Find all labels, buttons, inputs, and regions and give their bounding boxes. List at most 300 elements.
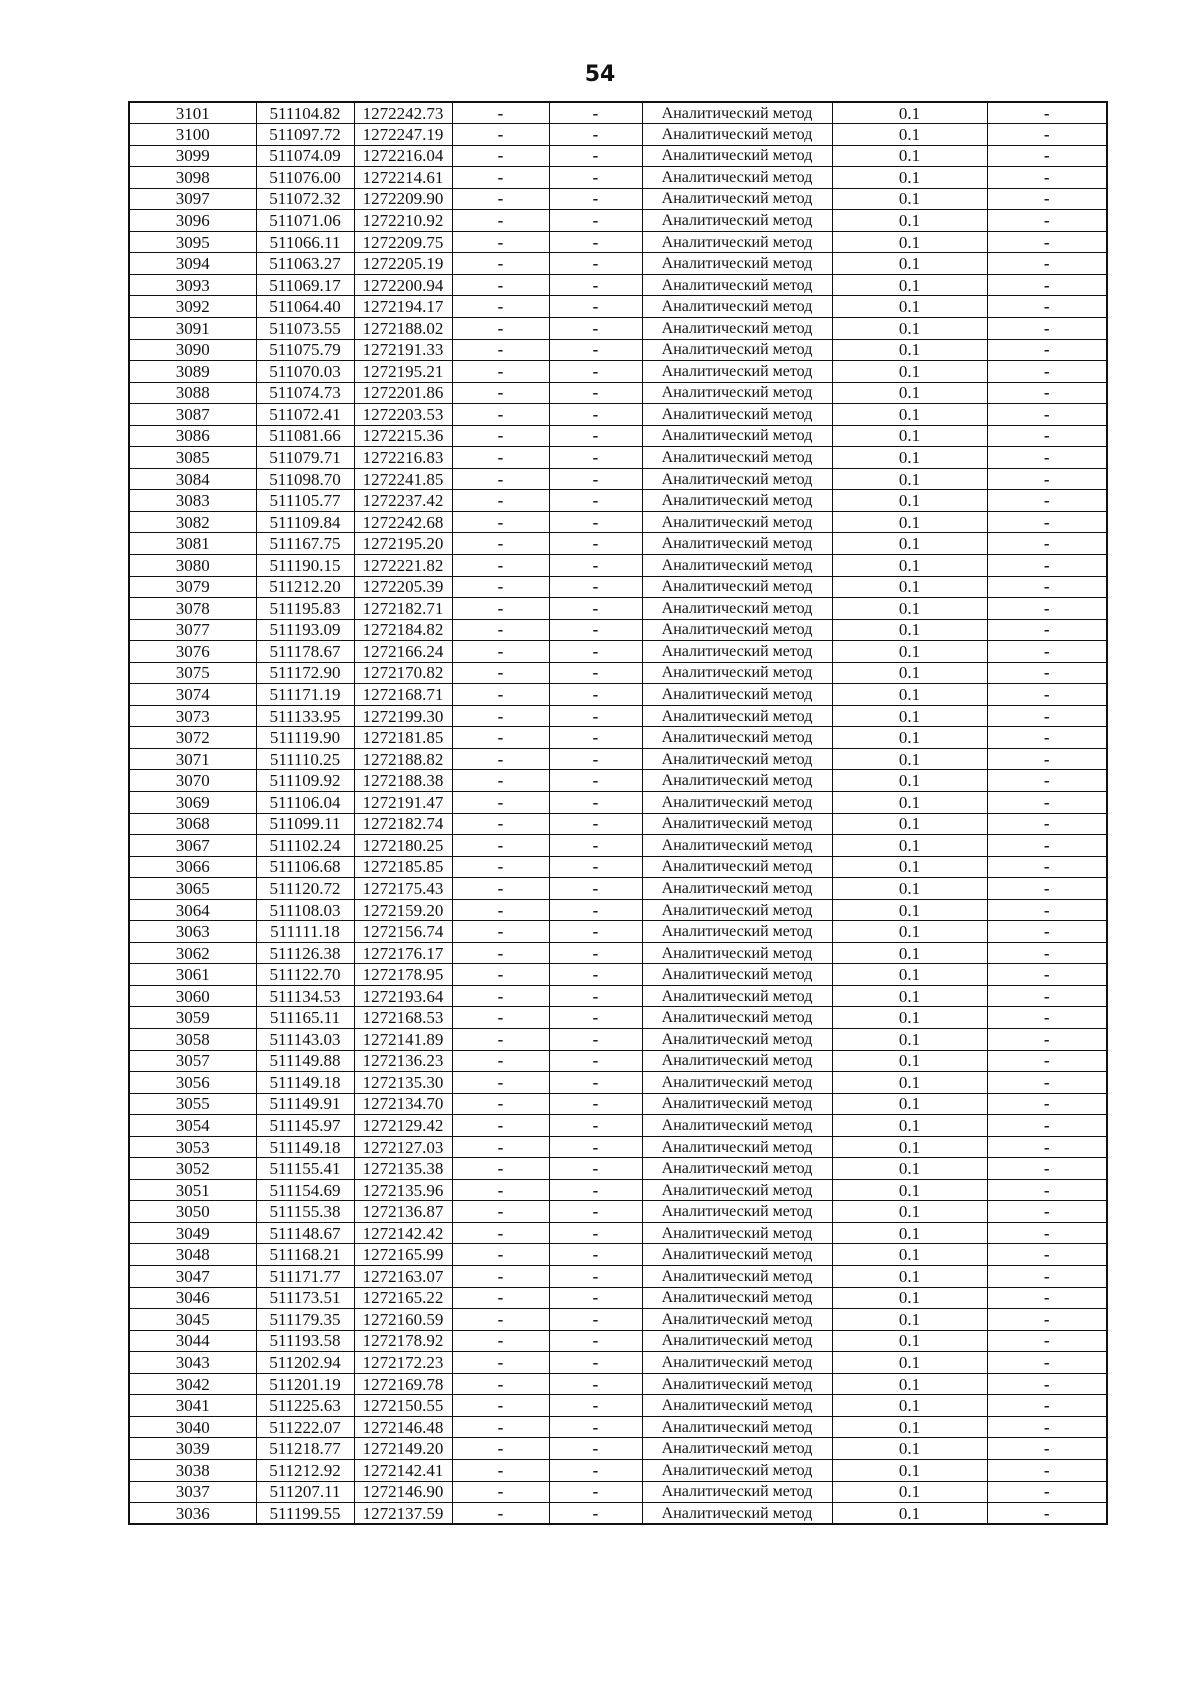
table-row <box>129 1093 1107 1115</box>
method-cell: Аналитический метод <box>642 1373 832 1395</box>
empty-dash-cell: - <box>452 1201 549 1223</box>
empty-dash-cell: - <box>549 1481 642 1503</box>
point-number-cell: 3042 <box>129 1373 256 1395</box>
empty-dash-cell: - <box>452 468 549 490</box>
empty-dash-cell: - <box>549 662 642 684</box>
x-coordinate-cell: 511105.77 <box>256 490 354 512</box>
point-number-cell: 3082 <box>129 511 256 533</box>
y-coordinate-cell: 1272241.85 <box>354 468 452 490</box>
method-cell: Аналитический метод <box>642 662 832 684</box>
empty-dash-cell: - <box>549 1352 642 1374</box>
empty-dash-cell: - <box>549 382 642 404</box>
empty-dash-cell: - <box>549 253 642 275</box>
point-number-cell: 3096 <box>129 210 256 232</box>
y-coordinate-cell: 1272242.68 <box>354 511 452 533</box>
empty-dash-cell: - <box>452 856 549 878</box>
x-coordinate-cell: 511106.68 <box>256 856 354 878</box>
x-coordinate-cell: 511064.40 <box>256 296 354 318</box>
empty-dash-cell: - <box>452 1330 549 1352</box>
x-coordinate-cell: 511072.32 <box>256 188 354 210</box>
method-cell: Аналитический метод <box>642 619 832 641</box>
point-number-cell: 3076 <box>129 641 256 663</box>
table-row <box>129 1330 1107 1352</box>
point-number-cell: 3065 <box>129 878 256 900</box>
accuracy-cell: 0.1 <box>832 1459 987 1481</box>
y-coordinate-cell: 1272146.90 <box>354 1481 452 1503</box>
table-row <box>129 921 1107 943</box>
empty-dash-cell: - <box>549 641 642 663</box>
x-coordinate-cell: 511073.55 <box>256 317 354 339</box>
empty-dash-cell: - <box>987 511 1107 533</box>
table-row <box>129 1244 1107 1266</box>
y-coordinate-cell: 1272175.43 <box>354 878 452 900</box>
accuracy-cell: 0.1 <box>832 1179 987 1201</box>
x-coordinate-cell: 511201.19 <box>256 1373 354 1395</box>
empty-dash-cell: - <box>549 361 642 383</box>
method-cell: Аналитический метод <box>642 382 832 404</box>
accuracy-cell: 0.1 <box>832 253 987 275</box>
empty-dash-cell: - <box>987 274 1107 296</box>
empty-dash-cell: - <box>987 404 1107 426</box>
accuracy-cell: 0.1 <box>832 856 987 878</box>
empty-dash-cell: - <box>987 1244 1107 1266</box>
empty-dash-cell: - <box>549 1072 642 1094</box>
empty-dash-cell: - <box>987 835 1107 857</box>
x-coordinate-cell: 511070.03 <box>256 361 354 383</box>
point-number-cell: 3037 <box>129 1481 256 1503</box>
empty-dash-cell: - <box>987 921 1107 943</box>
accuracy-cell: 0.1 <box>832 878 987 900</box>
point-number-cell: 3067 <box>129 835 256 857</box>
point-number-cell: 3072 <box>129 727 256 749</box>
empty-dash-cell: - <box>987 1438 1107 1460</box>
x-coordinate-cell: 511154.69 <box>256 1179 354 1201</box>
empty-dash-cell: - <box>987 1373 1107 1395</box>
accuracy-cell: 0.1 <box>832 1481 987 1503</box>
empty-dash-cell: - <box>987 1459 1107 1481</box>
x-coordinate-cell: 511099.11 <box>256 813 354 835</box>
table-row <box>129 684 1107 706</box>
empty-dash-cell: - <box>549 1395 642 1417</box>
empty-dash-cell: - <box>549 231 642 253</box>
empty-dash-cell: - <box>549 1007 642 1029</box>
x-coordinate-cell: 511102.24 <box>256 835 354 857</box>
y-coordinate-cell: 1272146.48 <box>354 1416 452 1438</box>
empty-dash-cell: - <box>987 576 1107 598</box>
empty-dash-cell: - <box>549 899 642 921</box>
method-cell: Аналитический метод <box>642 361 832 383</box>
empty-dash-cell: - <box>549 1503 642 1525</box>
table-row <box>129 296 1107 318</box>
empty-dash-cell: - <box>452 145 549 167</box>
empty-dash-cell: - <box>549 1029 642 1051</box>
point-number-cell: 3071 <box>129 748 256 770</box>
accuracy-cell: 0.1 <box>832 102 987 124</box>
y-coordinate-cell: 1272193.64 <box>354 985 452 1007</box>
method-cell: Аналитический метод <box>642 317 832 339</box>
y-coordinate-cell: 1272199.30 <box>354 705 452 727</box>
table-row <box>129 253 1107 275</box>
y-coordinate-cell: 1272156.74 <box>354 921 452 943</box>
x-coordinate-cell: 511071.06 <box>256 210 354 232</box>
method-cell: Аналитический метод <box>642 1007 832 1029</box>
empty-dash-cell: - <box>549 1373 642 1395</box>
empty-dash-cell: - <box>549 145 642 167</box>
x-coordinate-cell: 511106.04 <box>256 792 354 814</box>
accuracy-cell: 0.1 <box>832 1201 987 1223</box>
empty-dash-cell: - <box>987 533 1107 555</box>
point-number-cell: 3074 <box>129 684 256 706</box>
point-number-cell: 3043 <box>129 1352 256 1374</box>
accuracy-cell: 0.1 <box>832 1373 987 1395</box>
point-number-cell: 3084 <box>129 468 256 490</box>
empty-dash-cell: - <box>987 878 1107 900</box>
point-number-cell: 3095 <box>129 231 256 253</box>
empty-dash-cell: - <box>452 942 549 964</box>
point-number-cell: 3080 <box>129 554 256 576</box>
empty-dash-cell: - <box>987 124 1107 146</box>
empty-dash-cell: - <box>549 1179 642 1201</box>
method-cell: Аналитический метод <box>642 1330 832 1352</box>
empty-dash-cell: - <box>452 662 549 684</box>
point-number-cell: 3053 <box>129 1136 256 1158</box>
empty-dash-cell: - <box>452 1158 549 1180</box>
accuracy-cell: 0.1 <box>832 1438 987 1460</box>
table-row <box>129 748 1107 770</box>
empty-dash-cell: - <box>987 748 1107 770</box>
empty-dash-cell: - <box>987 382 1107 404</box>
point-number-cell: 3058 <box>129 1029 256 1051</box>
point-number-cell: 3048 <box>129 1244 256 1266</box>
method-cell: Аналитический метод <box>642 684 832 706</box>
empty-dash-cell: - <box>452 1373 549 1395</box>
empty-dash-cell: - <box>987 1007 1107 1029</box>
y-coordinate-cell: 1272216.04 <box>354 145 452 167</box>
y-coordinate-cell: 1272141.89 <box>354 1029 452 1051</box>
y-coordinate-cell: 1272200.94 <box>354 274 452 296</box>
x-coordinate-cell: 511149.18 <box>256 1072 354 1094</box>
empty-dash-cell: - <box>452 339 549 361</box>
empty-dash-cell: - <box>987 231 1107 253</box>
empty-dash-cell: - <box>549 942 642 964</box>
table-row <box>129 1395 1107 1417</box>
method-cell: Аналитический метод <box>642 985 832 1007</box>
accuracy-cell: 0.1 <box>832 468 987 490</box>
table-row <box>129 1072 1107 1094</box>
empty-dash-cell: - <box>987 447 1107 469</box>
accuracy-cell: 0.1 <box>832 727 987 749</box>
y-coordinate-cell: 1272137.59 <box>354 1503 452 1525</box>
method-cell: Аналитический метод <box>642 1309 832 1331</box>
empty-dash-cell: - <box>452 684 549 706</box>
y-coordinate-cell: 1272136.87 <box>354 1201 452 1223</box>
x-coordinate-cell: 511148.67 <box>256 1222 354 1244</box>
method-cell: Аналитический метод <box>642 1093 832 1115</box>
empty-dash-cell: - <box>549 1459 642 1481</box>
table-row <box>129 1309 1107 1331</box>
method-cell: Аналитический метод <box>642 1244 832 1266</box>
point-number-cell: 3063 <box>129 921 256 943</box>
method-cell: Аналитический метод <box>642 921 832 943</box>
y-coordinate-cell: 1272209.75 <box>354 231 452 253</box>
empty-dash-cell: - <box>549 792 642 814</box>
y-coordinate-cell: 1272163.07 <box>354 1266 452 1288</box>
point-number-cell: 3051 <box>129 1179 256 1201</box>
empty-dash-cell: - <box>987 899 1107 921</box>
y-coordinate-cell: 1272180.25 <box>354 835 452 857</box>
y-coordinate-cell: 1272188.82 <box>354 748 452 770</box>
empty-dash-cell: - <box>987 167 1107 189</box>
empty-dash-cell: - <box>452 361 549 383</box>
empty-dash-cell: - <box>987 145 1107 167</box>
x-coordinate-cell: 511218.77 <box>256 1438 354 1460</box>
y-coordinate-cell: 1272201.86 <box>354 382 452 404</box>
empty-dash-cell: - <box>549 317 642 339</box>
table-row <box>129 727 1107 749</box>
x-coordinate-cell: 511122.70 <box>256 964 354 986</box>
empty-dash-cell: - <box>987 210 1107 232</box>
empty-dash-cell: - <box>987 985 1107 1007</box>
y-coordinate-cell: 1272168.53 <box>354 1007 452 1029</box>
accuracy-cell: 0.1 <box>832 533 987 555</box>
table-row <box>129 1222 1107 1244</box>
empty-dash-cell: - <box>987 684 1107 706</box>
empty-dash-cell: - <box>549 1438 642 1460</box>
empty-dash-cell: - <box>987 339 1107 361</box>
table-row <box>129 511 1107 533</box>
empty-dash-cell: - <box>549 404 642 426</box>
accuracy-cell: 0.1 <box>832 296 987 318</box>
method-cell: Аналитический метод <box>642 1050 832 1072</box>
y-coordinate-cell: 1272214.61 <box>354 167 452 189</box>
point-number-cell: 3069 <box>129 792 256 814</box>
y-coordinate-cell: 1272142.41 <box>354 1459 452 1481</box>
method-cell: Аналитический метод <box>642 468 832 490</box>
y-coordinate-cell: 1272176.17 <box>354 942 452 964</box>
point-number-cell: 3066 <box>129 856 256 878</box>
x-coordinate-cell: 511202.94 <box>256 1352 354 1374</box>
method-cell: Аналитический метод <box>642 425 832 447</box>
method-cell: Аналитический метод <box>642 1136 832 1158</box>
x-coordinate-cell: 511225.63 <box>256 1395 354 1417</box>
empty-dash-cell: - <box>987 1222 1107 1244</box>
accuracy-cell: 0.1 <box>832 145 987 167</box>
accuracy-cell: 0.1 <box>832 1395 987 1417</box>
y-coordinate-cell: 1272129.42 <box>354 1115 452 1137</box>
method-cell: Аналитический метод <box>642 1481 832 1503</box>
method-cell: Аналитический метод <box>642 1158 832 1180</box>
accuracy-cell: 0.1 <box>832 339 987 361</box>
x-coordinate-cell: 511076.00 <box>256 167 354 189</box>
point-number-cell: 3040 <box>129 1416 256 1438</box>
point-number-cell: 3038 <box>129 1459 256 1481</box>
empty-dash-cell: - <box>549 748 642 770</box>
empty-dash-cell: - <box>452 1244 549 1266</box>
empty-dash-cell: - <box>549 124 642 146</box>
accuracy-cell: 0.1 <box>832 1007 987 1029</box>
x-coordinate-cell: 511143.03 <box>256 1029 354 1051</box>
accuracy-cell: 0.1 <box>832 210 987 232</box>
empty-dash-cell: - <box>549 598 642 620</box>
accuracy-cell: 0.1 <box>832 748 987 770</box>
table-row <box>129 425 1107 447</box>
point-number-cell: 3077 <box>129 619 256 641</box>
table-row <box>129 856 1107 878</box>
table-row <box>129 835 1107 857</box>
empty-dash-cell: - <box>987 662 1107 684</box>
empty-dash-cell: - <box>987 188 1107 210</box>
method-cell: Аналитический метод <box>642 705 832 727</box>
empty-dash-cell: - <box>549 511 642 533</box>
y-coordinate-cell: 1272160.59 <box>354 1309 452 1331</box>
empty-dash-cell: - <box>549 770 642 792</box>
method-cell: Аналитический метод <box>642 404 832 426</box>
method-cell: Аналитический метод <box>642 490 832 512</box>
point-number-cell: 3075 <box>129 662 256 684</box>
accuracy-cell: 0.1 <box>832 964 987 986</box>
empty-dash-cell: - <box>549 985 642 1007</box>
empty-dash-cell: - <box>452 317 549 339</box>
table-row <box>129 792 1107 814</box>
x-coordinate-cell: 511069.17 <box>256 274 354 296</box>
accuracy-cell: 0.1 <box>832 1309 987 1331</box>
accuracy-cell: 0.1 <box>832 705 987 727</box>
point-number-cell: 3088 <box>129 382 256 404</box>
y-coordinate-cell: 1272135.30 <box>354 1072 452 1094</box>
empty-dash-cell: - <box>549 1416 642 1438</box>
accuracy-cell: 0.1 <box>832 1244 987 1266</box>
method-cell: Аналитический метод <box>642 641 832 663</box>
empty-dash-cell: - <box>549 1158 642 1180</box>
y-coordinate-cell: 1272178.95 <box>354 964 452 986</box>
x-coordinate-cell: 511108.03 <box>256 899 354 921</box>
empty-dash-cell: - <box>452 231 549 253</box>
method-cell: Аналитический метод <box>642 1072 832 1094</box>
y-coordinate-cell: 1272165.99 <box>354 1244 452 1266</box>
accuracy-cell: 0.1 <box>832 490 987 512</box>
empty-dash-cell: - <box>987 296 1107 318</box>
table-row <box>129 1481 1107 1503</box>
table-row <box>129 1352 1107 1374</box>
empty-dash-cell: - <box>549 964 642 986</box>
x-coordinate-cell: 511155.38 <box>256 1201 354 1223</box>
empty-dash-cell: - <box>987 770 1107 792</box>
x-coordinate-cell: 511173.51 <box>256 1287 354 1309</box>
y-coordinate-cell: 1272205.19 <box>354 253 452 275</box>
accuracy-cell: 0.1 <box>832 1115 987 1137</box>
accuracy-cell: 0.1 <box>832 511 987 533</box>
empty-dash-cell: - <box>452 404 549 426</box>
accuracy-cell: 0.1 <box>832 641 987 663</box>
x-coordinate-cell: 511168.21 <box>256 1244 354 1266</box>
method-cell: Аналитический метод <box>642 792 832 814</box>
empty-dash-cell: - <box>452 921 549 943</box>
empty-dash-cell: - <box>549 210 642 232</box>
x-coordinate-cell: 511212.20 <box>256 576 354 598</box>
point-number-cell: 3054 <box>129 1115 256 1137</box>
table-row <box>129 1416 1107 1438</box>
y-coordinate-cell: 1272195.20 <box>354 533 452 555</box>
empty-dash-cell: - <box>549 1287 642 1309</box>
point-number-cell: 3090 <box>129 339 256 361</box>
y-coordinate-cell: 1272195.21 <box>354 361 452 383</box>
method-cell: Аналитический метод <box>642 231 832 253</box>
empty-dash-cell: - <box>452 1007 549 1029</box>
empty-dash-cell: - <box>452 188 549 210</box>
accuracy-cell: 0.1 <box>832 835 987 857</box>
empty-dash-cell: - <box>452 490 549 512</box>
method-cell: Аналитический метод <box>642 1029 832 1051</box>
table-row <box>129 662 1107 684</box>
y-coordinate-cell: 1272170.82 <box>354 662 452 684</box>
empty-dash-cell: - <box>987 856 1107 878</box>
x-coordinate-cell: 511075.79 <box>256 339 354 361</box>
empty-dash-cell: - <box>549 425 642 447</box>
table-row <box>129 210 1107 232</box>
empty-dash-cell: - <box>549 102 642 124</box>
table-row <box>129 382 1107 404</box>
x-coordinate-cell: 511081.66 <box>256 425 354 447</box>
empty-dash-cell: - <box>452 511 549 533</box>
method-cell: Аналитический метод <box>642 253 832 275</box>
table-row <box>129 770 1107 792</box>
table-row <box>129 339 1107 361</box>
empty-dash-cell: - <box>549 339 642 361</box>
empty-dash-cell: - <box>549 188 642 210</box>
table-row <box>129 188 1107 210</box>
y-coordinate-cell: 1272172.23 <box>354 1352 452 1374</box>
table-row <box>129 1115 1107 1137</box>
table-row <box>129 1007 1107 1029</box>
accuracy-cell: 0.1 <box>832 231 987 253</box>
accuracy-cell: 0.1 <box>832 1330 987 1352</box>
accuracy-cell: 0.1 <box>832 1222 987 1244</box>
empty-dash-cell: - <box>987 1179 1107 1201</box>
y-coordinate-cell: 1272149.20 <box>354 1438 452 1460</box>
empty-dash-cell: - <box>987 1416 1107 1438</box>
method-cell: Аналитический метод <box>642 835 832 857</box>
y-coordinate-cell: 1272168.71 <box>354 684 452 706</box>
accuracy-cell: 0.1 <box>832 167 987 189</box>
empty-dash-cell: - <box>452 102 549 124</box>
y-coordinate-cell: 1272181.85 <box>354 727 452 749</box>
accuracy-cell: 0.1 <box>832 1072 987 1094</box>
method-cell: Аналитический метод <box>642 899 832 921</box>
accuracy-cell: 0.1 <box>832 598 987 620</box>
accuracy-cell: 0.1 <box>832 1050 987 1072</box>
empty-dash-cell: - <box>987 1330 1107 1352</box>
point-number-cell: 3100 <box>129 124 256 146</box>
table-row <box>129 899 1107 921</box>
point-number-cell: 3079 <box>129 576 256 598</box>
y-coordinate-cell: 1272142.42 <box>354 1222 452 1244</box>
method-cell: Аналитический метод <box>642 447 832 469</box>
method-cell: Аналитический метод <box>642 339 832 361</box>
empty-dash-cell: - <box>987 1481 1107 1503</box>
table-row <box>129 1438 1107 1460</box>
table-row <box>129 102 1107 124</box>
table-row <box>129 490 1107 512</box>
method-cell: Аналитический метод <box>642 878 832 900</box>
empty-dash-cell: - <box>549 554 642 576</box>
point-number-cell: 3070 <box>129 770 256 792</box>
table-row <box>129 942 1107 964</box>
empty-dash-cell: - <box>987 942 1107 964</box>
table-row <box>129 124 1107 146</box>
empty-dash-cell: - <box>549 167 642 189</box>
empty-dash-cell: - <box>452 425 549 447</box>
empty-dash-cell: - <box>452 727 549 749</box>
